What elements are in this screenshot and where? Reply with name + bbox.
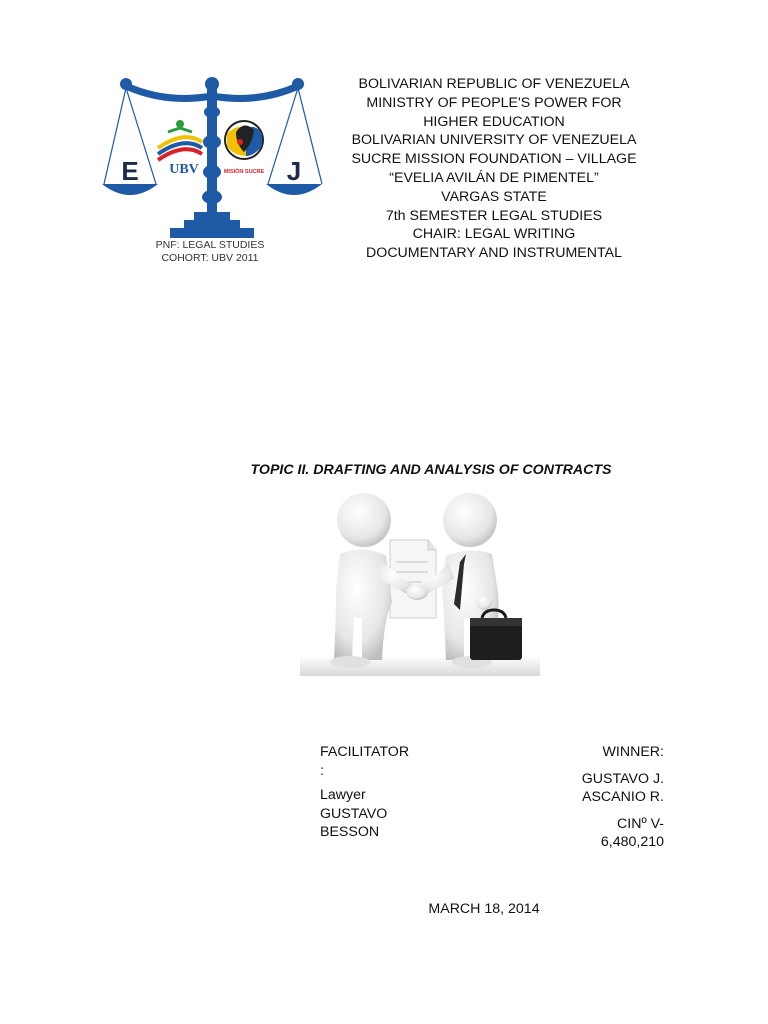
header-line: VARGAS STATE bbox=[441, 188, 547, 205]
handshake-icon bbox=[298, 492, 542, 678]
facilitator-label-colon: : bbox=[320, 762, 324, 779]
facilitator-block bbox=[320, 743, 430, 842]
header-line: “EVELIA AVILÁN DE PIMENTEL” bbox=[389, 169, 599, 186]
header-line: 7th SEMESTER LEGAL STUDIES bbox=[385, 207, 603, 224]
header-line: CHAIR: LEGAL WRITING bbox=[412, 226, 576, 243]
winner-block bbox=[548, 743, 664, 852]
facilitator-title: Lawyer bbox=[320, 787, 366, 804]
winner-name-line: ASCANIO R. bbox=[582, 789, 664, 806]
facilitator-last-name: BESSON bbox=[320, 824, 380, 841]
header-line: DOCUMENTARY AND INSTRUMENTAL bbox=[366, 245, 622, 262]
winner-id-line: 6,480,210 bbox=[600, 834, 664, 851]
institution-logo bbox=[96, 72, 328, 252]
logo-caption bbox=[130, 239, 290, 265]
handshake-illustration bbox=[298, 492, 542, 678]
header-line: SUCRE MISSION FOUNDATION – VILLAGE bbox=[351, 151, 637, 168]
mision-sucre-emblem-icon bbox=[224, 121, 265, 175]
document-date: MARCH 18, 2014 bbox=[428, 901, 540, 917]
header-line: MINISTRY OF PEOPLE'S POWER FOR bbox=[366, 94, 622, 111]
logo-left-letter: E bbox=[121, 156, 139, 186]
winner-id-line: CINº V- bbox=[617, 815, 664, 832]
scales-of-justice-icon bbox=[96, 72, 328, 242]
logo-ubv-text: UBV bbox=[169, 162, 199, 177]
caption-program: PNF: LEGAL STUDIES bbox=[155, 239, 265, 251]
logo-badge-text: MISIÓN SUCRE bbox=[223, 169, 265, 175]
ubv-emblem-icon bbox=[158, 120, 202, 177]
header-line: BOLIVARIAN UNIVERSITY OF VENEZUELA bbox=[351, 132, 637, 149]
header-line: HIGHER EDUCATION bbox=[423, 113, 565, 130]
logo-right-letter: J bbox=[286, 156, 302, 186]
institution-header bbox=[344, 75, 644, 263]
facilitator-label: FACILITATOR bbox=[320, 744, 410, 760]
left-person-figure bbox=[330, 493, 416, 668]
document-title: TOPIC II. DRAFTING AND ANALYSIS OF CONTRACTS bbox=[250, 462, 612, 478]
header-line: BOLIVARIAN REPUBLIC OF VENEZUELA bbox=[358, 76, 630, 92]
winner-name-line: GUSTAVO J. bbox=[581, 770, 664, 787]
facilitator-first-name: GUSTAVO bbox=[320, 805, 388, 822]
caption-cohort: COHORT: UBV 2011 bbox=[161, 252, 259, 264]
winner-label: WINNER: bbox=[602, 744, 664, 760]
